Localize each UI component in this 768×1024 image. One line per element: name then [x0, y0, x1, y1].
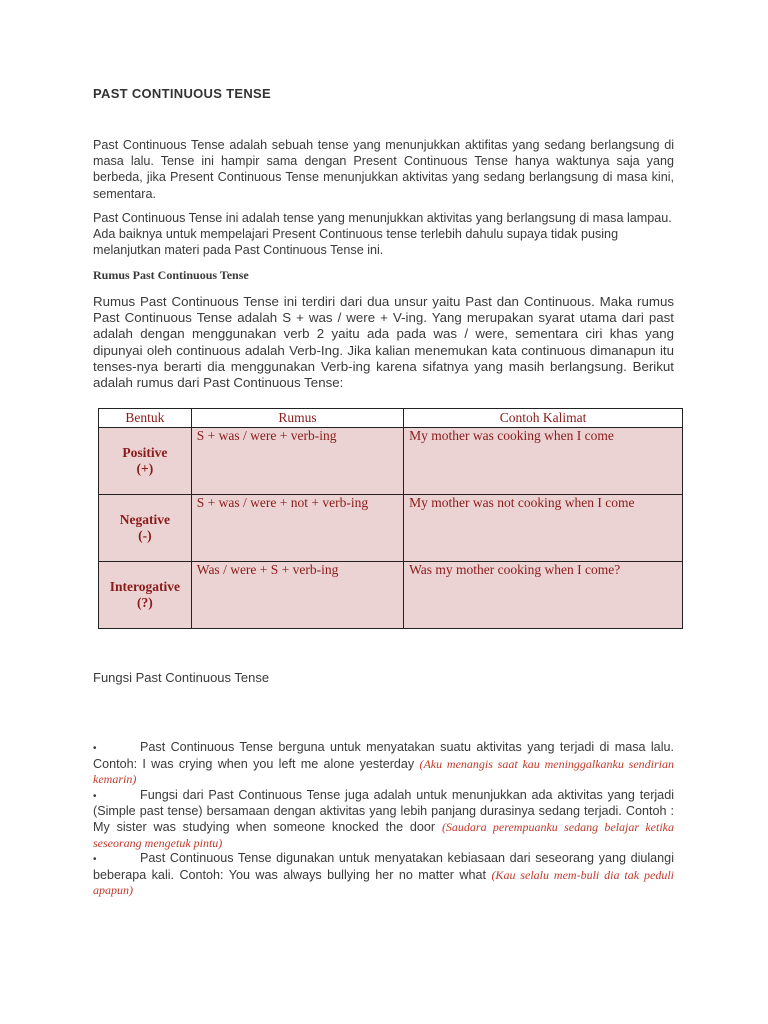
list-item-text: Past Continuous Tense berguna untuk menyatakan suatu aktivitas yang terjadi di masa lalu. Contoh: I was crying when you left me alone yesterday — [93, 740, 674, 771]
list-item — [93, 740, 674, 788]
bullet-icon: • — [93, 854, 97, 866]
contoh-cell: My mother was cooking when I come — [404, 428, 683, 495]
contoh-cell: Was my mother cooking when I come? — [404, 562, 683, 629]
bentuk-sign: (?) — [137, 595, 153, 610]
header-contoh: Contoh Kalimat — [404, 409, 683, 428]
page-title: PAST CONTINUOUS TENSE — [93, 86, 271, 101]
fungsi-list — [93, 740, 674, 899]
formula-table — [98, 408, 683, 629]
list-item-translation: (Kau selalu mem-buli dia tak peduli apapun) — [93, 867, 674, 898]
contoh-cell: My mother was not cooking when I come — [404, 495, 683, 562]
second-paragraph: Past Continuous Tense ini adalah tense yang menunjukkan aktivitas yang berlangsung di masa lampau. Ada baiknya untuk mempelajari Present Continuous tense terlebih dahulu supaya tidak pusing melanjutkan materi pada Past Continuous Tense ini. — [93, 211, 672, 258]
bentuk-sign: (-) — [138, 528, 152, 543]
list-item — [93, 851, 674, 899]
bentuk-label: Positive — [122, 445, 168, 460]
rumus-cell: S + was / were + not + verb-ing — [191, 495, 403, 562]
table-row — [99, 428, 683, 495]
bentuk-cell — [99, 562, 192, 629]
header-rumus: Rumus — [191, 409, 403, 428]
bentuk-cell — [99, 428, 192, 495]
table-row — [99, 562, 683, 629]
fungsi-heading: Fungsi Past Continuous Tense — [93, 670, 270, 685]
table-row — [99, 495, 683, 562]
bentuk-cell — [99, 495, 192, 562]
list-item — [93, 788, 674, 851]
bullet-icon: • — [93, 743, 97, 754]
list-item-text: Past Continuous Tense digunakan untuk menyatakan kebiasaan dari seseorang yang diulangi beberapa kali. Contoh: You was always bullying her no matter what — [93, 851, 674, 882]
rumus-paragraph: Rumus Past Continuous Tense ini terdiri dari dua unsur yaitu Past dan Continuous. Maka rumus Past Continuous Tense adalah S + was / were + V-ing. Yang merupakan syarat utama dari past adalah dengan menggunakan verb 2 yaitu ada pada was / were, sementara ciri khas yang dipunyai oleh continuous adalah Verb-Ing. Jika kalian menemukan kata continuous dimanapun itu tenses-nya berarti dia menggunakan Verb-ing karena sifatnya yang masih berlangsung. Berikut adalah rumus dari Past Continuous Tense: — [93, 294, 674, 391]
bentuk-label: Interogative — [109, 579, 181, 594]
bentuk-sign: (+) — [136, 461, 154, 476]
list-item-translation: (Aku menangis saat kau meninggalkanku sendirian kemarin) — [93, 756, 674, 787]
list-item-translation: (Saudara perempuanku sedang belajar ketika seseorang mengetuk pintu) — [93, 819, 674, 850]
bullet-icon: • — [93, 790, 97, 802]
bentuk-label: Negative — [119, 512, 170, 527]
header-bentuk: Bentuk — [99, 409, 192, 428]
table-header-row — [99, 409, 683, 428]
rumus-cell: Was / were + S + verb-ing — [191, 562, 403, 629]
list-item-text: Fungsi dari Past Continuous Tense juga adalah untuk menunjukkan ada aktivitas yang terjadi (Simple past tense) bersamaan dengan aktivitas yang lebih panjang durasinya sedang terjadi. Contoh : My sister was studying when someone knocked the door — [93, 787, 674, 834]
rumus-cell: S + was / were + verb-ing — [191, 428, 403, 495]
intro-paragraph: Past Continuous Tense adalah sebuah tense yang menunjukkan aktifitas yang sedang berlangsung di masa lalu. Tense ini hampir sama dengan Present Continuous Tense hanya waktunya saja yang berbeda, jika Present Continuous Tense menunjukkan aktivitas yang sedang berlangsung di masa kini, sementara. — [93, 138, 674, 201]
rumus-heading: Rumus Past Continuous Tense — [93, 268, 249, 282]
